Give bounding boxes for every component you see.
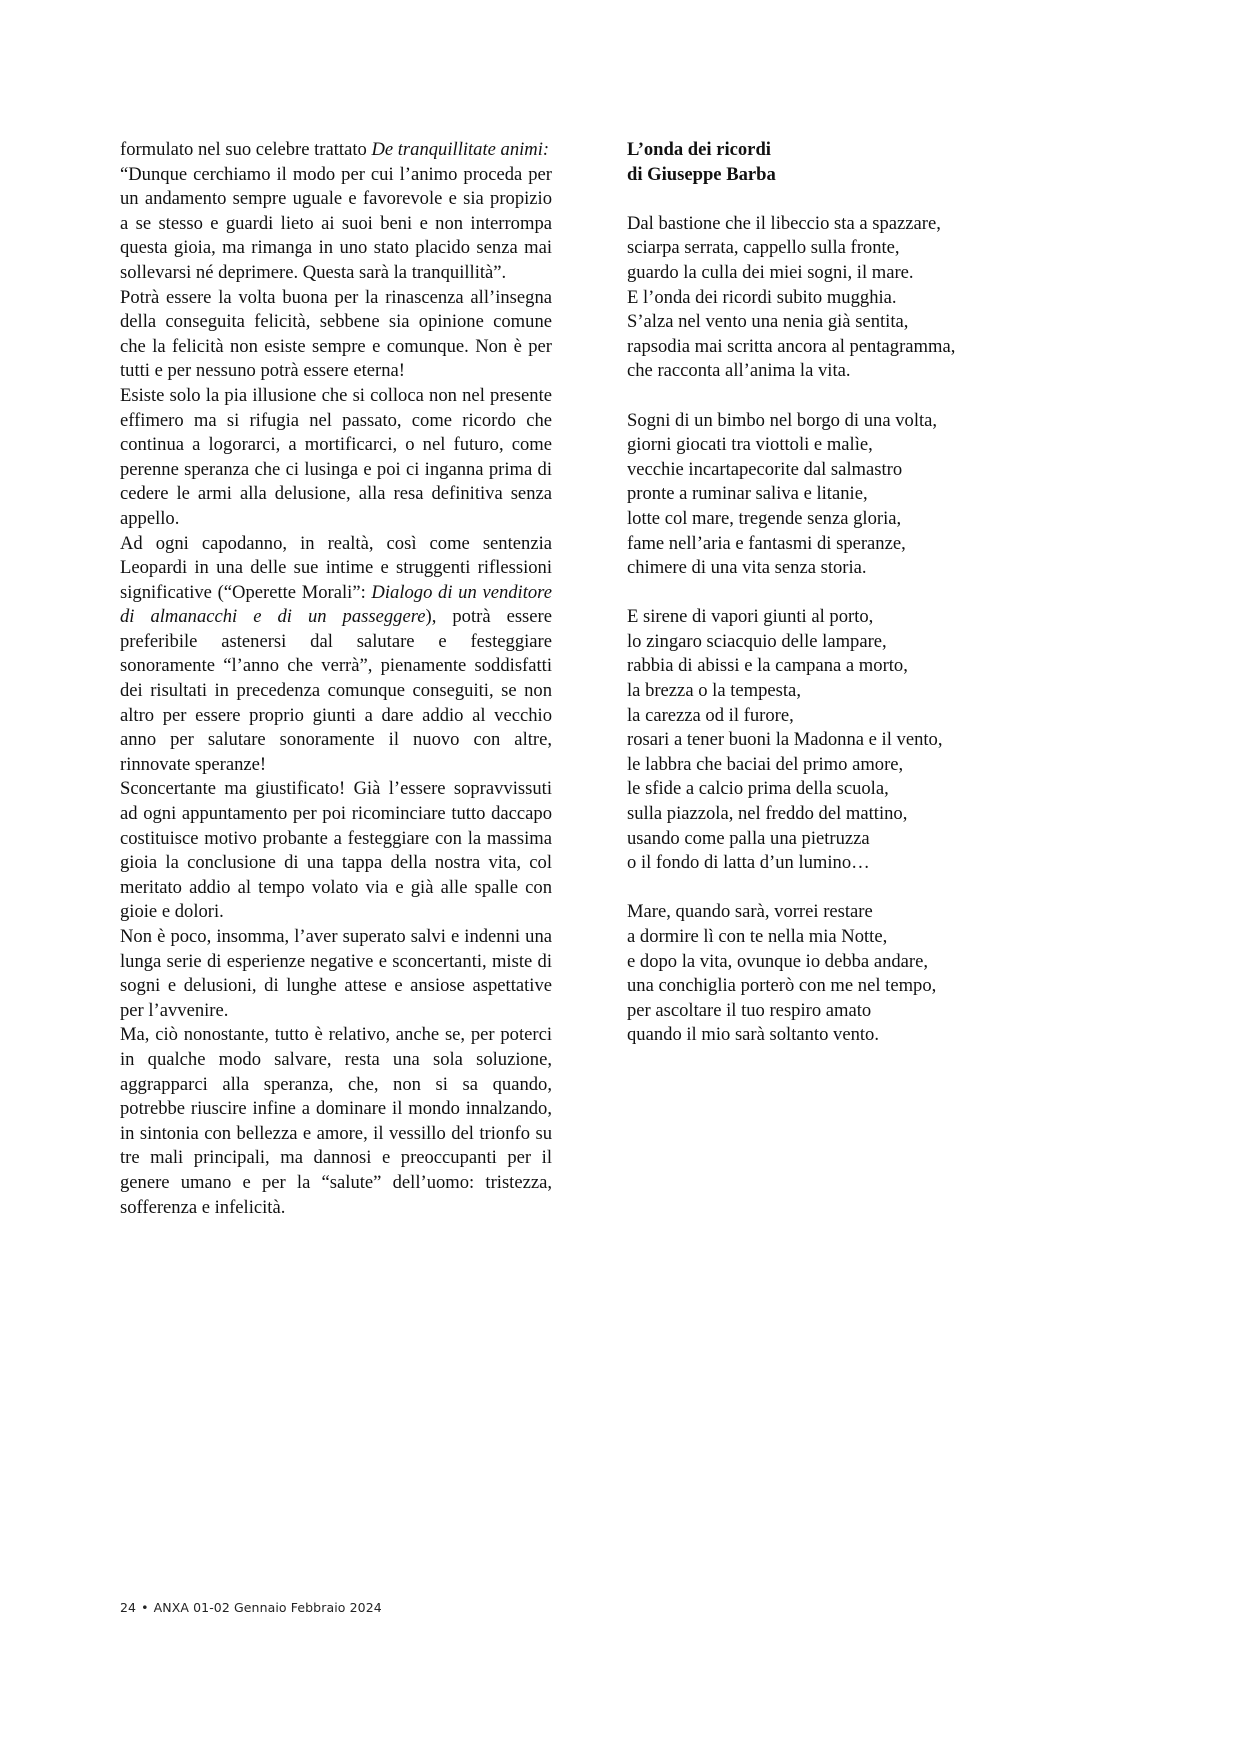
poem-line: giorni giocati tra viottoli e malìe,: [627, 434, 873, 456]
article-text: formulato nel suo celebre trattato: [120, 139, 372, 160]
poem-line: guardo la culla dei miei sogni, il mare.: [627, 261, 914, 283]
article-paragraph: [120, 532, 552, 778]
poem-line: vecchie incartapecorite dal salmastro: [627, 458, 903, 480]
poem-line: la brezza o la tempesta,: [627, 680, 801, 702]
poem-line: a dormire lì con te nella mia Notte,: [627, 926, 888, 947]
poem-stanza: [627, 212, 1107, 384]
poem-line: usando come palla una pietruzza: [627, 827, 870, 849]
poem-column: [627, 138, 1107, 1048]
page-footer: [120, 1600, 382, 1615]
poem-line: S’alza nel vento una nenia già sentita,: [627, 311, 909, 333]
page-number: 24: [120, 1600, 137, 1615]
poem-line: per ascoltare il tuo respiro amato: [627, 999, 872, 1021]
poem-line: una conchiglia porterò con me nel tempo,: [627, 975, 937, 997]
poem-stanza: [627, 900, 1107, 1048]
poem-line: Sogni di un bimbo nel borgo di una volta,: [627, 409, 938, 431]
poem-line: sciarpa serrata, cappello sulla fronte,: [627, 237, 900, 259]
poem-line: E l’onda dei ricordi subito mugghia.: [627, 286, 897, 308]
article-paragraph: Esiste solo la pia illusione che si colloca non nel presente effimero ma si rifugia nel passato, come ricordo che continua a logorarci, a mortificarci, o nel futuro, come perenne speranza che ci lusinga e poi ci inganna prima di cedere le armi alla delusione, alla resa definitiva senza appello.: [120, 384, 552, 529]
article-paragraph: Ma, ciò nonostante, tutto è relativo, anche se, per poterci in qualche modo salvare, resta una sola soluzione, aggrapparci alla speranza, che, non si sa quando, potrebbe riuscire infine a dominare il mondo innalzando, in sintonia con bellezza e amore, il vessillo del trionfo su tre mali principali, ma dannosi e preoccupanti per il genere umano e per la “salute” dell’uomo: tristezza, sofferenza e infelicità.: [120, 1024, 552, 1218]
article-paragraph: [120, 138, 552, 163]
poem-line: che racconta all’anima la vita.: [627, 360, 851, 382]
poem-line: la carezza od il furore,: [627, 704, 794, 726]
poem-line: Mare, quando sarà, vorrei restare: [627, 901, 873, 923]
poem-line: E sirene di vapori giunti al porto,: [627, 606, 874, 628]
poem-line: pronte a ruminar saliva e litanie,: [627, 483, 868, 505]
poem-stanza: [627, 605, 1107, 876]
article-paragraph: “Dunque cerchiamo il modo per cui l’animo proceda per un andamento sempre uguale e favorevole e sia propizio a se stesso e guardi lieto ai suoi beni e non interrompa questa gioia, ma rimanga in uno stato placido senza mai sollevarsi né deprimere. Questa sarà la tranquillità”.: [120, 163, 552, 283]
poem-line: quando il mio sarà soltanto vento.: [627, 1024, 880, 1046]
article-paragraph: Non è poco, insomma, l’aver superato salvi e indenni una lunga serie di esperienze negative e sconcertanti, miste di sogni e delusioni, di lunghe attese e ansiose aspettative per l’avvenire.: [120, 926, 552, 1021]
poem-line: o il fondo di latta d’un lumino…: [627, 852, 870, 874]
article-text: Ad ogni capodanno, in realtà, così come sentenzia Leopardi in una delle sue intime e struggenti riflessioni significative (“Operette Morali”:: [120, 532, 552, 603]
poem-line: fame nell’aria e fantasmi di speranze,: [627, 532, 906, 554]
poem-title: L’onda dei ricordi: [627, 139, 771, 160]
article-paragraph: Potrà essere la volta buona per la rinascenza all’insegna della conseguita felicità, sebbene sia opinione comune che la felicità non esiste sempre e comunque. Non è per tutti e per nessuno potrà essere eterna!: [120, 286, 552, 382]
issue-label: ANXA 01-02 Gennaio Febbraio 2024: [153, 1600, 382, 1615]
article-paragraph: Sconcertante ma giustificato! Già l’essere sopravvissuti ad ogni appuntamento per poi ricominciare tutto daccapo costituisce motivo probante a festeggiare con la massima gioia la conclusione di una tappa della nostra vita, col meritato addio al tempo volato via e già alle spalle con gioie e dolori.: [120, 778, 552, 923]
poem-author: di Giuseppe Barba: [627, 163, 776, 185]
poem-line: lotte col mare, tregende senza gloria,: [627, 507, 902, 529]
poem-stanza: [627, 409, 1107, 581]
article-column: [120, 138, 552, 1220]
poem-line: le labbra che baciai del primo amore,: [627, 753, 904, 775]
article-text: ), potrà essere preferibile astenersi dal salutare e festeggiare sonoramente “l’anno che verrà”, pienamente soddisfatti dei risultati in precedenza comunque conseguiti, se non altro per essere proprio giunti a dare addio al vecchio anno per salutare sonoramente il nuovo con altre, rinnovate speranze!: [120, 606, 552, 775]
poem-line: le sfide a calcio prima della scuola,: [627, 778, 889, 800]
poem-line: e dopo la vita, ovunque io debba andare,: [627, 950, 929, 972]
poem-line: chimere di una vita senza storia.: [627, 557, 867, 579]
poem-line: sulla piazzola, nel freddo del mattino,: [627, 803, 908, 825]
work-title: De tranquillitate animi:: [371, 139, 550, 160]
poem-line: rosari a tener buoni la Madonna e il vento,: [627, 729, 943, 751]
bullet-separator: •: [141, 1600, 149, 1615]
poem-line: rabbia di abissi e la campana a morto,: [627, 655, 908, 677]
poem-line: lo zingaro sciacquio delle lampare,: [627, 630, 887, 652]
poem-line: Dal bastione che il libeccio sta a spazzare,: [627, 212, 941, 234]
work-title: Dialogo di un venditore di almanacchi e di un passeggere: [120, 581, 552, 628]
poem-line: rapsodia mai scritta ancora al pentagramma,: [627, 335, 956, 357]
